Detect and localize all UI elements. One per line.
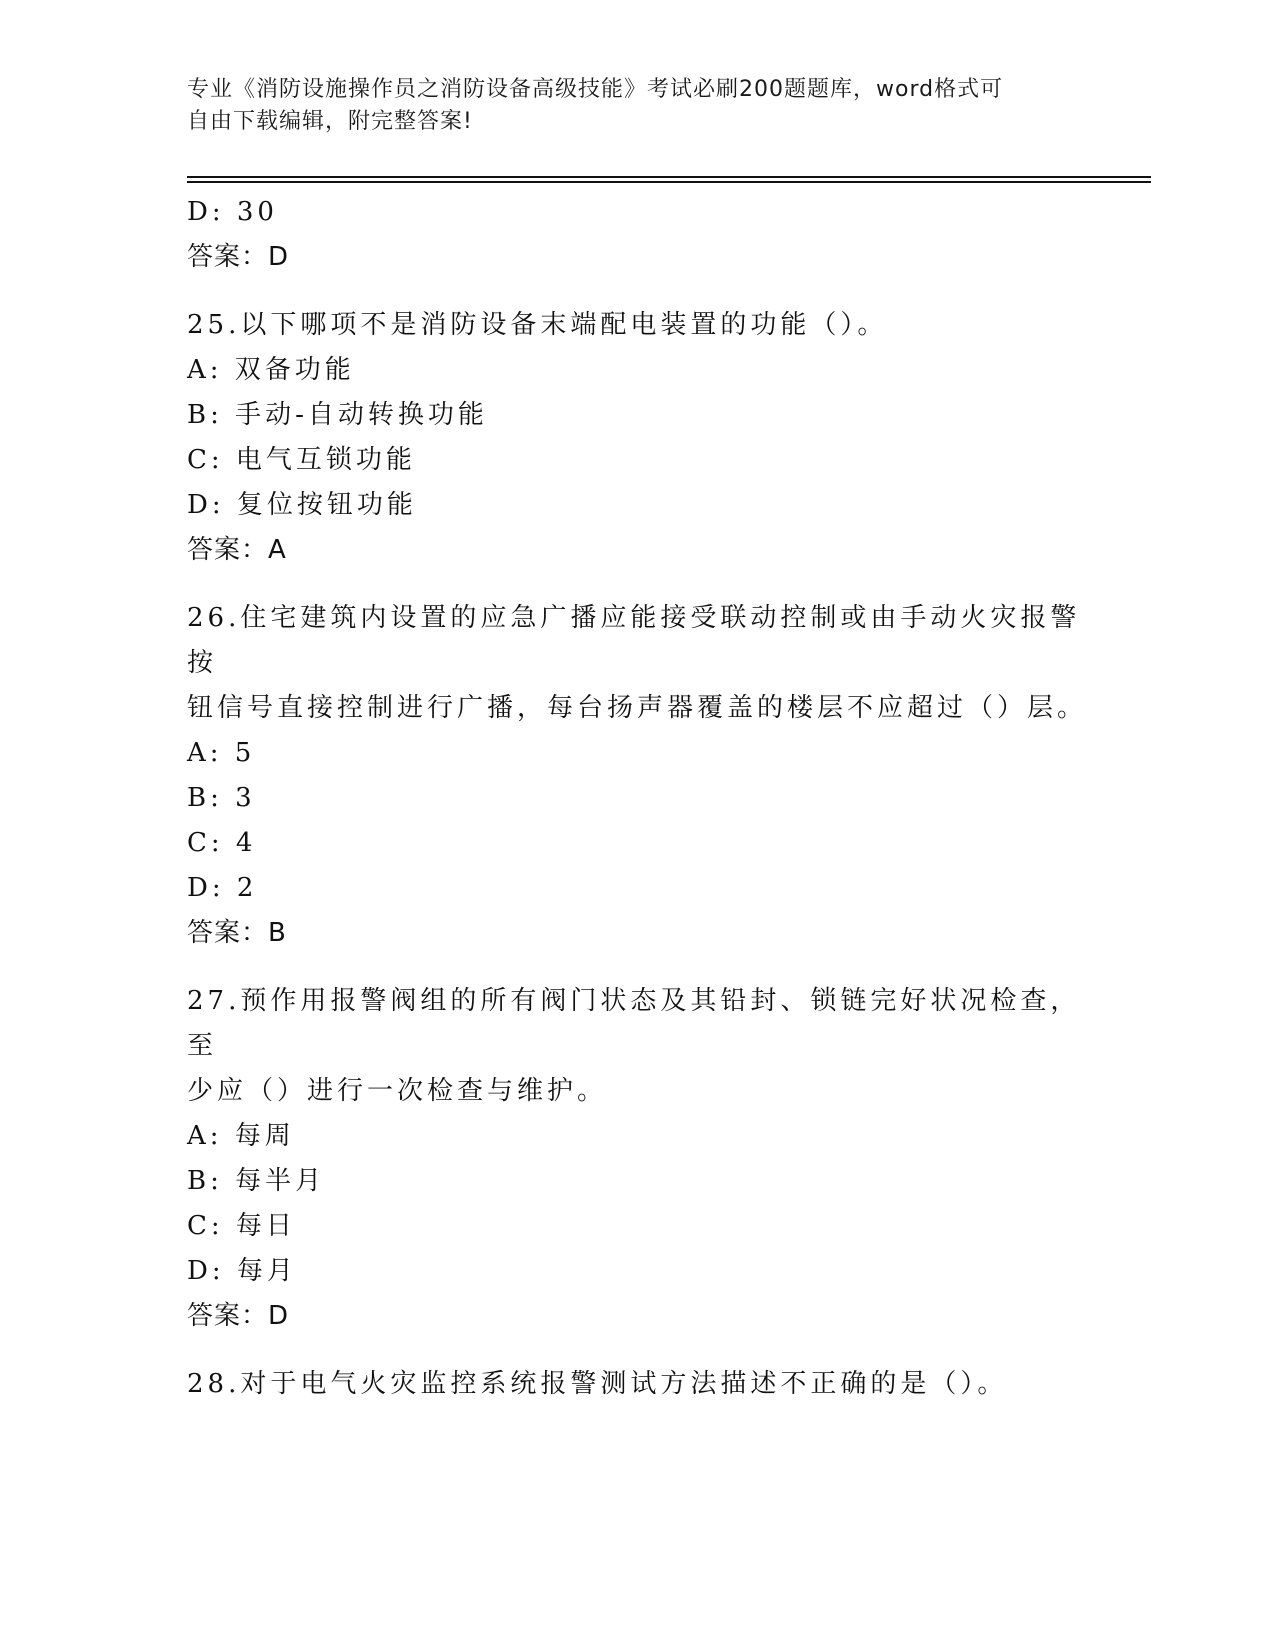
option-b: B: 手动-自动转换功能 (187, 400, 488, 430)
question-27 (187, 979, 1087, 1339)
option-a: A: 每周 (187, 1121, 295, 1151)
answer: 答案：A (187, 535, 287, 565)
header-rule-top (187, 176, 1151, 178)
option-d: D: 复位按钮功能 (187, 490, 417, 520)
question-25 (187, 303, 1087, 573)
answer-prev: 答案：D (187, 242, 290, 272)
question-26 (187, 596, 1087, 956)
question-content (187, 190, 1087, 1407)
option-b: B: 3 (187, 783, 256, 813)
header-rule-bottom (187, 181, 1151, 183)
question-text-line-1: 27.预作用报警阀组的所有阀门状态及其铅封、锁链完好状况检查，至 (187, 986, 1081, 1061)
answer: 答案：D (187, 1301, 290, 1331)
header-line-2: 自由下载编辑，附完整答案! (187, 109, 473, 134)
option-b: B: 每半月 (187, 1166, 326, 1196)
option-c: C: 每日 (187, 1211, 296, 1241)
question-text-line-2: 少应（）进行一次检查与维护。 (187, 1076, 608, 1106)
question-text-line-1: 26.住宅建筑内设置的应急广播应能接受联动控制或由手动火灾报警按 (187, 603, 1081, 678)
header-line-1: 专业《消防设施操作员之消防设备高级技能》考试必刷200题题库，word格式可 (187, 77, 1004, 102)
option-d: D: 每月 (187, 1256, 297, 1286)
option-a: A: 5 (187, 738, 256, 768)
option-d: D: 2 (187, 873, 258, 903)
question-text: 25.以下哪项不是消防设备末端配电装置的功能（）。 (187, 310, 888, 340)
question-28 (187, 1362, 1087, 1407)
option-a: A: 双备功能 (187, 355, 355, 385)
option-c: C: 电气互锁功能 (187, 445, 416, 475)
option-c: C: 4 (187, 828, 257, 858)
answer: 答案：B (187, 918, 287, 948)
question-text: 28.对于电气火灾监控系统报警测试方法描述不正确的是（）。 (187, 1369, 1008, 1399)
document-header (187, 74, 1067, 138)
question-text-line-2: 钮信号直接控制进行广播，每台扬声器覆盖的楼层不应超过（）层。 (187, 693, 1088, 723)
option-d-prev: D: 30 (187, 197, 278, 227)
